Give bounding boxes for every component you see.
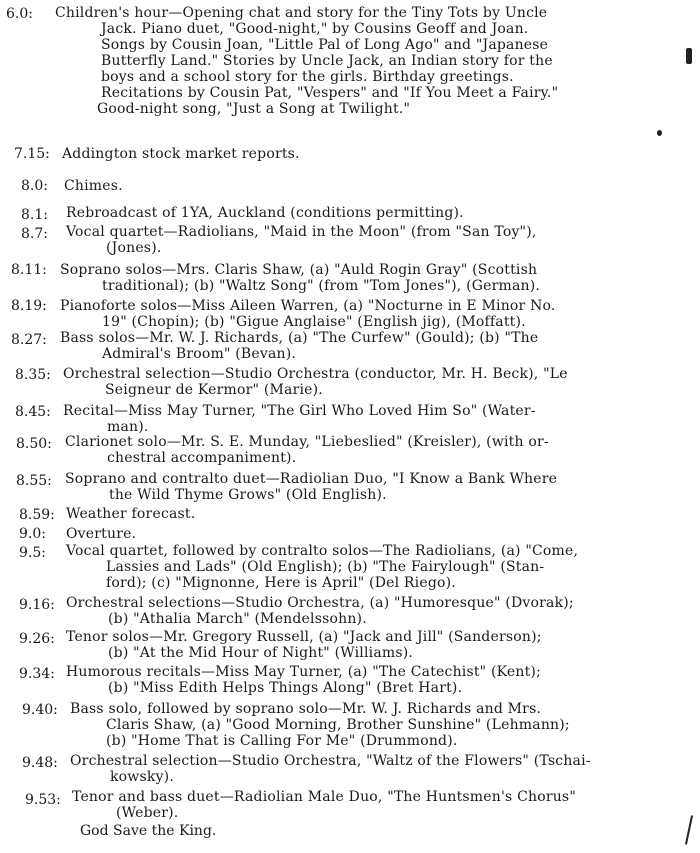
entry-time: 8.11: (11, 262, 47, 278)
description-line: Pianoforte solos—Miss Aileen Warren, (a) "Nocturne in E Minor No. (60, 298, 556, 314)
description-line: Weather forecast. (66, 506, 196, 522)
description-line: Children's hour—Opening chat and story for the Tiny Tots by Uncle (55, 5, 548, 21)
description-line: Vocal quartet, followed by contralto solos—The Radiolians, (a) "Come, (66, 543, 579, 559)
description-line: (b) "At the Mid Hour of Night" (Williams). (108, 645, 414, 661)
entry-description (66, 543, 578, 591)
description-line: Bass solo, followed by soprano solo—Mr. W. J. Richards and Mrs. (70, 701, 542, 717)
description-line: Rebroadcast of 1YA, Auckland (conditions permitting). (66, 205, 464, 221)
entry-time: 9.53: (25, 792, 61, 808)
description-line: Recital—Miss May Turner, "The Girl Who Loved Him So" (Water- (63, 403, 536, 419)
description-line: Tenor and bass duet—Radiolian Male Duo, "The Huntsmen's Chorus" (72, 789, 576, 805)
description-line: boys and a school story for the girls. Birthday greetings. (101, 69, 514, 85)
closing-line: God Save the King. (80, 823, 217, 839)
description-line: Orchestral selection—Studio Orchestra, "Waltz of the Flowers" (Tschai- (70, 753, 591, 769)
description-line: (b) "Home That is Calling For Me" (Drummond). (106, 733, 458, 749)
entry-time: 8.59: (19, 507, 55, 523)
description-line: Songs by Cousin Joan, "Little Pal of Long Ago" and "Japanese (101, 37, 549, 53)
print-speck (685, 815, 693, 845)
entry-description (60, 330, 538, 362)
description-line: Soprano and contralto duet—Radiolian Duo, "I Know a Bank Where (65, 471, 558, 487)
description-line: man). (107, 419, 149, 435)
description-line: Humorous recitals—Miss May Turner, (a) "The Catechist" (Kent); (66, 664, 542, 680)
description-line: Soprano solos—Mrs. Claris Shaw, (a) "Auld Rogin Gray" (Scottish (60, 262, 538, 278)
description-line: traditional); (b) "Waltz Song" (from "Tom Jones"), (German). (102, 278, 541, 294)
entry-description (55, 5, 558, 117)
entry-time: 9.16: (19, 597, 55, 613)
entry-time: 9.34: (19, 666, 55, 682)
entry-time: 8.27: (11, 332, 47, 348)
description-line: Addington stock market reports. (62, 146, 300, 162)
entry-description (60, 262, 540, 294)
description-line: ford); (c) "Mignonne, Here is April" (Del Riego). (106, 575, 456, 591)
entry-time: 9.40: (22, 702, 58, 718)
entry-description (66, 205, 464, 221)
entry-description (63, 366, 568, 398)
entry-time: 9.5: (19, 545, 46, 561)
entry-time: 8.50: (16, 436, 52, 452)
description-line: (Weber). (116, 805, 179, 821)
entry-time: 8.35: (15, 367, 51, 383)
entry-description (66, 629, 542, 661)
description-line: Seigneur de Kermor" (Marie). (105, 382, 323, 398)
entry-description (66, 526, 136, 542)
description-line: the Wild Thyme Grows" (Old English). (109, 487, 387, 503)
description-line: 19" (Chopin); (b) "Gigue Anglaise" (English jig), (Moffatt). (102, 314, 526, 330)
description-line: Chimes. (64, 178, 123, 194)
description-line: Jack. Piano duet, "Good-night," by Cousins Geoff and Joan. (101, 21, 529, 37)
entry-description (62, 146, 300, 162)
description-line: Butterfly Land." Stories by Uncle Jack, an Indian story for the (101, 53, 553, 69)
entry-description (66, 595, 574, 627)
entry-time: 9.26: (19, 631, 55, 647)
description-line: Orchestral selections—Studio Orchestra, (a) "Humoresque" (Dvorak); (66, 595, 574, 611)
description-line: (b) "Athalia March" (Mendelssohn). (108, 611, 367, 627)
entry-description (72, 789, 576, 821)
description-line: Good-night song, "Just a Song at Twilight." (97, 101, 411, 117)
description-line: Claris Shaw, (a) "Good Morning, Brother Sunshine" (Lehmann); (106, 717, 570, 733)
entry-description (66, 506, 195, 522)
description-line: Admiral's Broom" (Bevan). (102, 346, 297, 362)
entry-time: 8.1: (21, 207, 48, 223)
description-line: kowsky). (110, 769, 174, 785)
entry-time: 9.48: (22, 755, 58, 771)
description-line: Overture. (66, 526, 137, 542)
description-line: Orchestral selection—Studio Orchestra (conductor, Mr. H. Beck), "Le (63, 366, 568, 382)
entry-description (66, 664, 541, 696)
print-speck (657, 130, 662, 136)
entry-description (70, 701, 570, 749)
description-line: (Jones). (106, 240, 162, 256)
description-line: Tenor solos—Mr. Gregory Russell, (a) "Jack and Jill" (Sanderson); (66, 629, 542, 645)
entry-description (60, 298, 556, 330)
entry-time: 7.15: (14, 146, 50, 162)
entry-time: 8.0: (21, 178, 48, 194)
description-line: Recitations by Cousin Pat, "Vespers" and "If You Meet a Fairy." (101, 85, 559, 101)
description-line: Vocal quartet—Radiolians, "Maid in the Moon" (from "San Toy"), (66, 224, 537, 240)
entry-time: 9.0: (19, 526, 46, 542)
entry-time: 8.45: (15, 404, 51, 420)
entry-time: 8.55: (16, 473, 52, 489)
entry-time: 8.7: (21, 226, 48, 242)
entry-description (66, 224, 537, 256)
description-line: Lassies and Lads" (Old English); (b) "The Fairylough" (Stan- (106, 559, 545, 575)
description-line: chestral accompaniment). (107, 450, 297, 466)
entry-time: 6.0: (6, 6, 33, 22)
description-line: (b) "Miss Edith Helps Things Along" (Bret Hart). (108, 680, 463, 696)
print-speck (686, 48, 692, 64)
entry-description (70, 753, 591, 785)
description-line: Clarionet solo—Mr. S. E. Munday, "Liebeslied" (Kreisler), (with or- (65, 434, 549, 450)
entry-description (64, 178, 123, 194)
entry-time: 8.19: (11, 298, 47, 314)
description-line: Bass solos—Mr. W. J. Richards, (a) "The Curfew" (Gould); (b) "The (60, 330, 539, 346)
entry-description (65, 471, 557, 503)
entry-description (65, 434, 549, 466)
entry-description (63, 403, 536, 435)
